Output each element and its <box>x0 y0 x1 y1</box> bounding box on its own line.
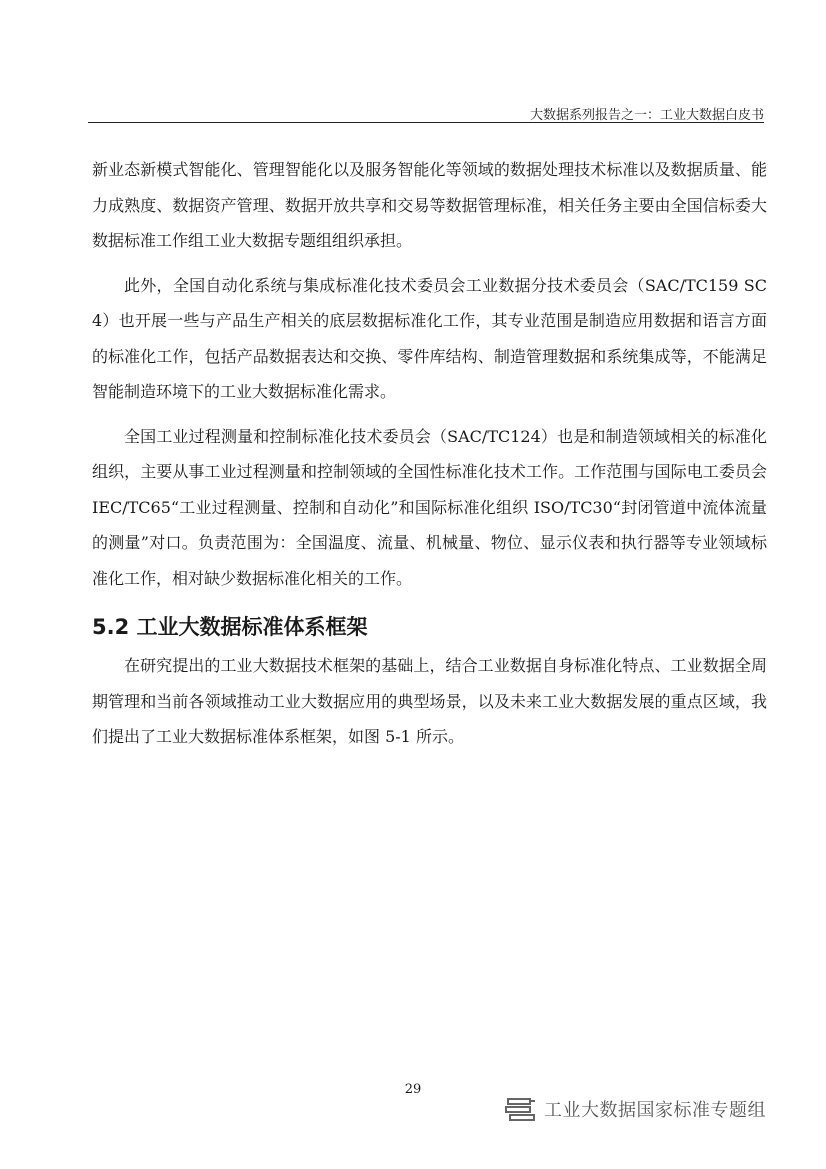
watermark-text: 工业大数据国家标准专题组 <box>544 1100 766 1121</box>
page-number: 29 <box>404 1082 422 1097</box>
paragraph-continuation: 新业态新模式智能化、管理智能化以及服务智能化等领域的数据处理技术标准以及数据质量、能力成熟度、数据资产管理、数据开放共享和交易等数据管理标准，相关任务主要由全国信标委大数据标准工作组工业大数据专题组组织承担。 <box>92 160 767 250</box>
paragraph-sac-tc124: 全国工业过程测量和控制标准化技术委员会（SAC/TC124）也是和制造领域相关的标准化组织，主要从事工业过程测量和控制领域的全国性标准化技术工作。工作范围与国际电工委员会 IEC/TC65“工业过程测量、控制和自动化”和国际标准化组织 ISO/TC30“封闭管道中流体流量的测量”对口。负责范围为：全国温度、流量、机械量、物位、显示仪表和执行器等专业领域标准化工作，相对缺少数据标准化相关的工作。 <box>92 426 767 588</box>
running-header: 大数据系列报告之一：工业大数据白皮书 <box>529 108 764 123</box>
header-divider <box>88 122 764 123</box>
paragraph-sac-tc159: 此外，全国自动化系统与集成标准化技术委员会工业数据分技术委员会（SAC/TC159 SC4）也开展一些与产品生产相关的底层数据标准化工作，其专业范围是制造应用数据和语言方面的标准化工作，包括产品数据表达和交换、零件库结构、制造管理数据和系统集成等，不能满足智能制造环境下的工业大数据标准化需求。 <box>92 275 767 401</box>
section-heading: 5.2 工业大数据标准体系框架 <box>92 615 368 639</box>
page-body <box>92 152 767 755</box>
paragraph-framework-intro: 在研究提出的工业大数据技术框架的基础上，结合工业数据自身标准化特点、工业数据全周期管理和当前各领域推动工业大数据应用的典型场景，以及未来工业大数据发展的重点区域，我们提出了工业大数据标准体系框架，如图 5-1 所示。 <box>92 656 767 746</box>
watermark <box>504 1096 766 1122</box>
book-stack-icon <box>504 1096 538 1122</box>
